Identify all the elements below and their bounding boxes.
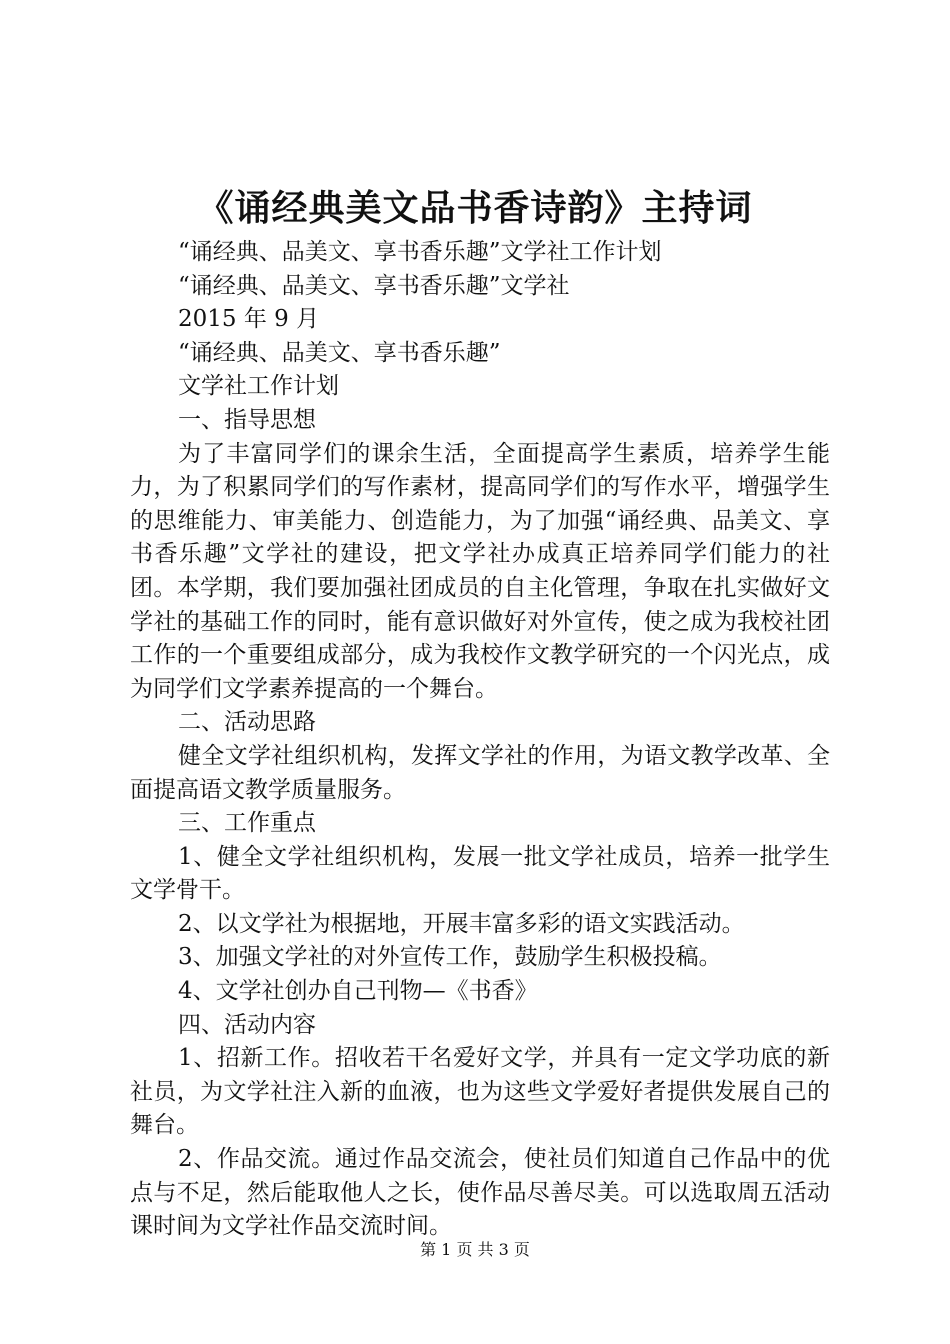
date-line: 2015 年 9 月 (178, 306, 320, 333)
plan-heading-line-2: 文学社工作计划 (178, 373, 339, 400)
paragraph-focus-4: 4、文学社创办自己刊物—《书香》 (178, 978, 538, 1005)
page-footer: 第 1 页 共 3 页 (420, 1240, 530, 1259)
paragraph-activity-idea: 健全文学社组织机构，发挥文学社的作用，为语文教学改革、全面提高语文教学质量服务。 (130, 742, 830, 803)
paragraph-content-1: 1、招新工作。招收若干名爱好文学，并具有一定文学功底的新社员，为文学社注入新的血液，也为这些文学爱好者提供发展自己的舞台。 (130, 1045, 830, 1139)
section-heading-4: 四、活动内容 (178, 1011, 316, 1038)
section-heading-1: 一、指导思想 (178, 406, 316, 433)
paragraph-content-2: 2、作品交流。通过作品交流会，使社员们知道自己作品中的优点与不足，然后能取他人之长，使作品尽善尽美。可以选取周五活动课时间为文学社作品交流时间。 (130, 1146, 830, 1240)
section-heading-2: 二、活动思路 (178, 709, 316, 736)
paragraph-guiding-idea: 为了丰富同学们的课余生活，全面提高学生素质，培养学生能力，为了积累同学们的写作素材，提高同学们的写作水平，增强学生的思维能力、审美能力、创造能力，为了加强“诵经典、品美文、享书香乐趣”文学社的建设，把文学社办成真正培养同学们能力的社团。本学期，我们要加强社团成员的自主化管理，争取在扎实做好文学社的基础工作的同时，能有意识做好对外宣传，使之成为我校社团工作的一个重要组成部分，成为我校作文教学研究的一个闪光点，成为同学们文学素养提高的一个舞台。 (130, 440, 830, 702)
subtitle-line: “诵经典、品美文、享书香乐趣”文学社工作计划 (178, 239, 662, 265)
paragraph-focus-3: 3、加强文学社的对外宣传工作，鼓励学生积极投稿。 (178, 944, 722, 971)
plan-heading-line-1: “诵经典、品美文、享书香乐趣” (178, 339, 501, 366)
paragraph-focus-1: 1、健全文学社组织机构，发展一批文学社成员，培养一批学生文学骨干。 (130, 843, 830, 904)
paragraph-focus-2: 2、以文学社为根据地，开展丰富多彩的语文实践活动。 (178, 910, 745, 937)
section-heading-3: 三、工作重点 (178, 810, 316, 837)
organization-line: “诵经典、品美文、享书香乐趣”文学社 (178, 272, 570, 299)
document-body (130, 236, 830, 1244)
document-title: 《诵经典美文品书香诗韵》主持词 (197, 187, 753, 229)
